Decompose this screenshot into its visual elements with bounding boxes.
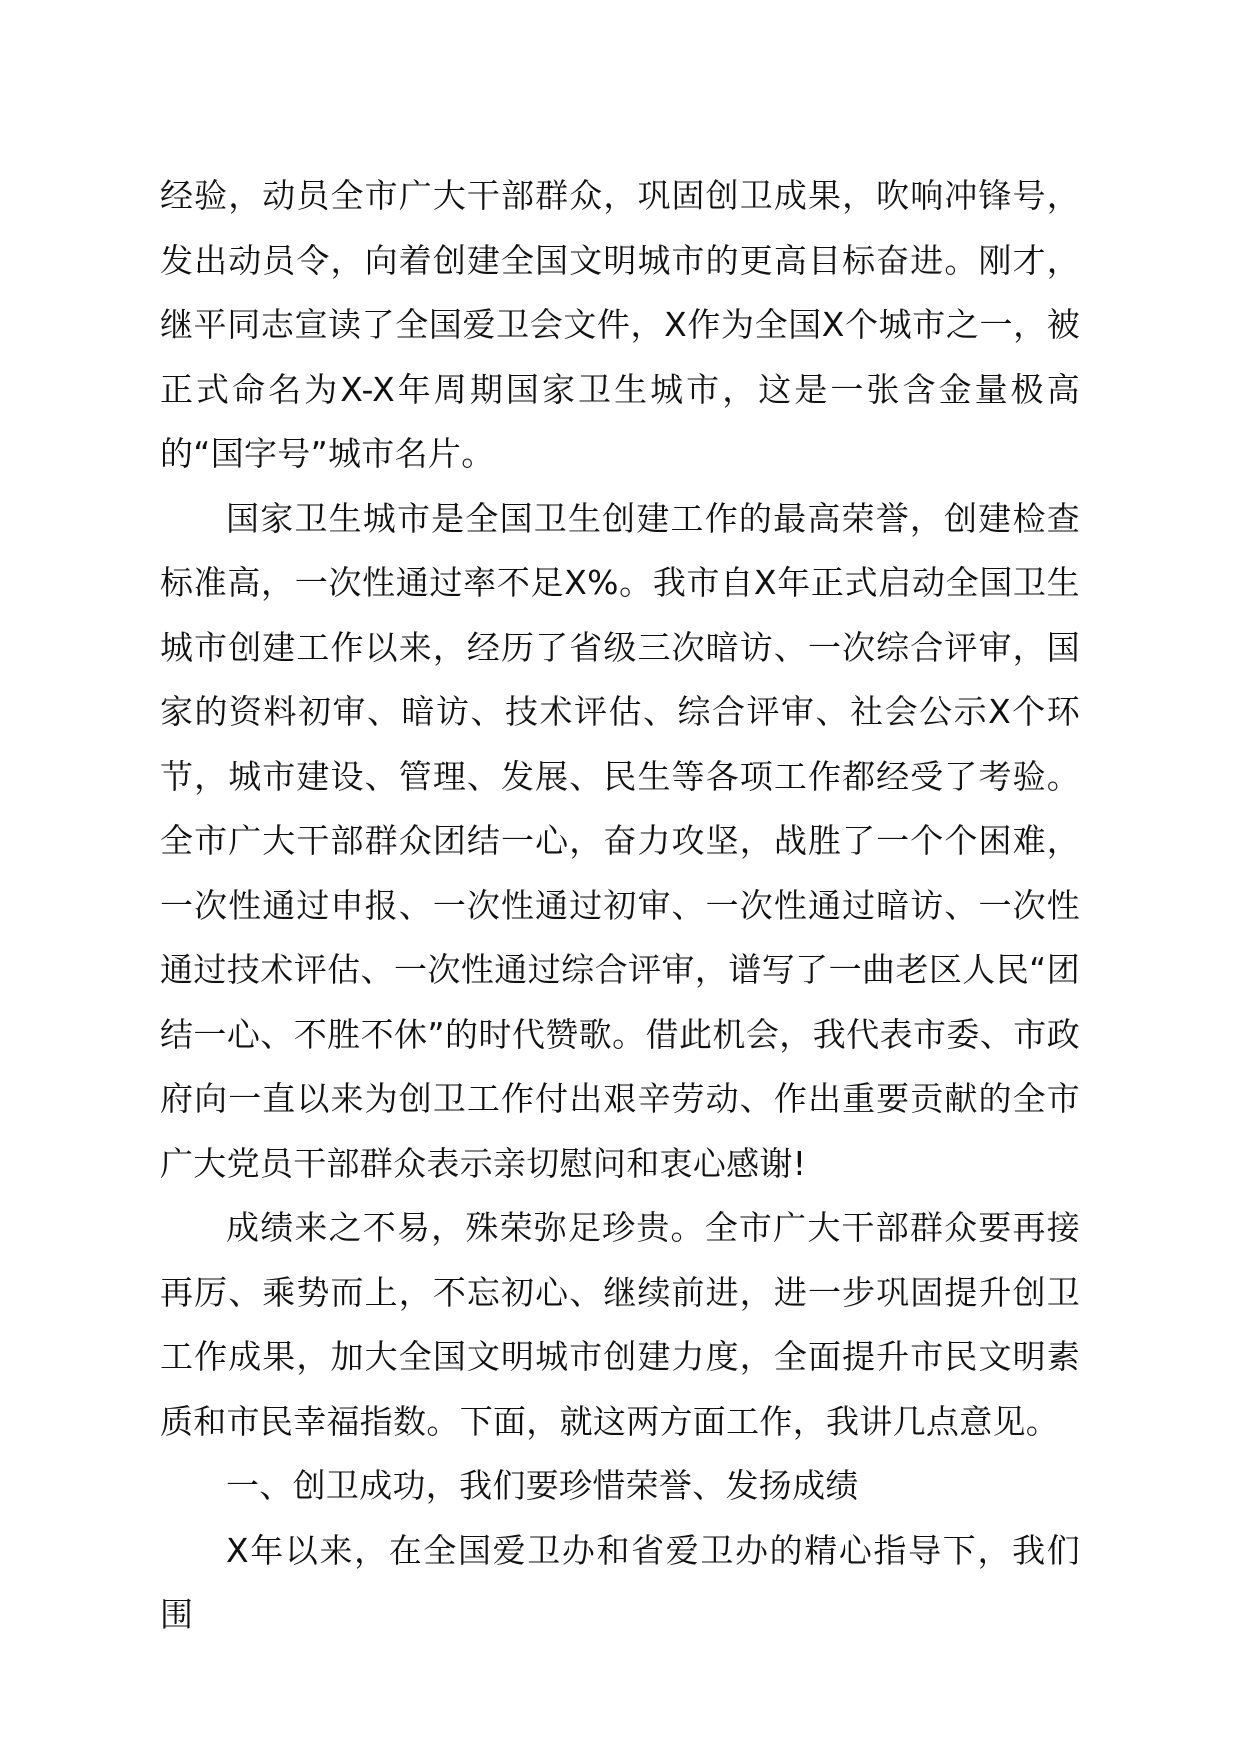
document-page [160,164,1080,1648]
section-heading: 一、创卫成功，我们要珍惜荣誉、发扬成绩 [226,1466,859,1505]
paragraph-closing: X年以来，在全国爱卫办和省爱卫办的精心指导下，我们围 [160,1530,1080,1634]
paragraph-continuation: 经验，动员全市广大干部群众，巩固创卫成果，吹响冲锋号，发出动员令，向着创建全国文明城市的更高目标奋进。刚才，继平同志宣读了全国爱卫会文件，X作为全国X个城市之一，被正式命名为X-X年周期国家卫生城市，这是一张含金量极高的“国字号”城市名片。 [160,176,1080,473]
paragraph-achievements: 成绩来之不易，殊荣弥足珍贵。全市广大干部群众要再接再厉、乘势而上，不忘初心、继续前进，进一步巩固提升创卫工作成果，加大全国文明城市创建力度，全面提升市民文明素质和市民幸福指数。下面，就这两方面工作，我讲几点意见。 [160,1208,1080,1441]
paragraph-national-health-city: 国家卫生城市是全国卫生创建工作的最高荣誉，创建检查标准高，一次性通过率不足X%。我市自X年正式启动全国卫生城市创建工作以来，经历了省级三次暗访、一次综合评审，国家的资料初审、暗访、技术评估、综合评审、社会公示X个环节，城市建设、管理、发展、民生等各项工作都经受了考验。全市广大干部群众团结一心，奋力攻坚，战胜了一个个困难，一次性通过申报、一次性通过初审、一次性通过暗访、一次性通过技术评估、一次性通过综合评审，谱写了一曲老区人民“团结一心、不胜不休”的时代赞歌。借此机会，我代表市委、市政府向一直以来为创卫工作付出艰辛劳动、作出重要贡献的全市广大党员干部群众表示亲切慰问和衷心感谢! [160,498,1080,1183]
